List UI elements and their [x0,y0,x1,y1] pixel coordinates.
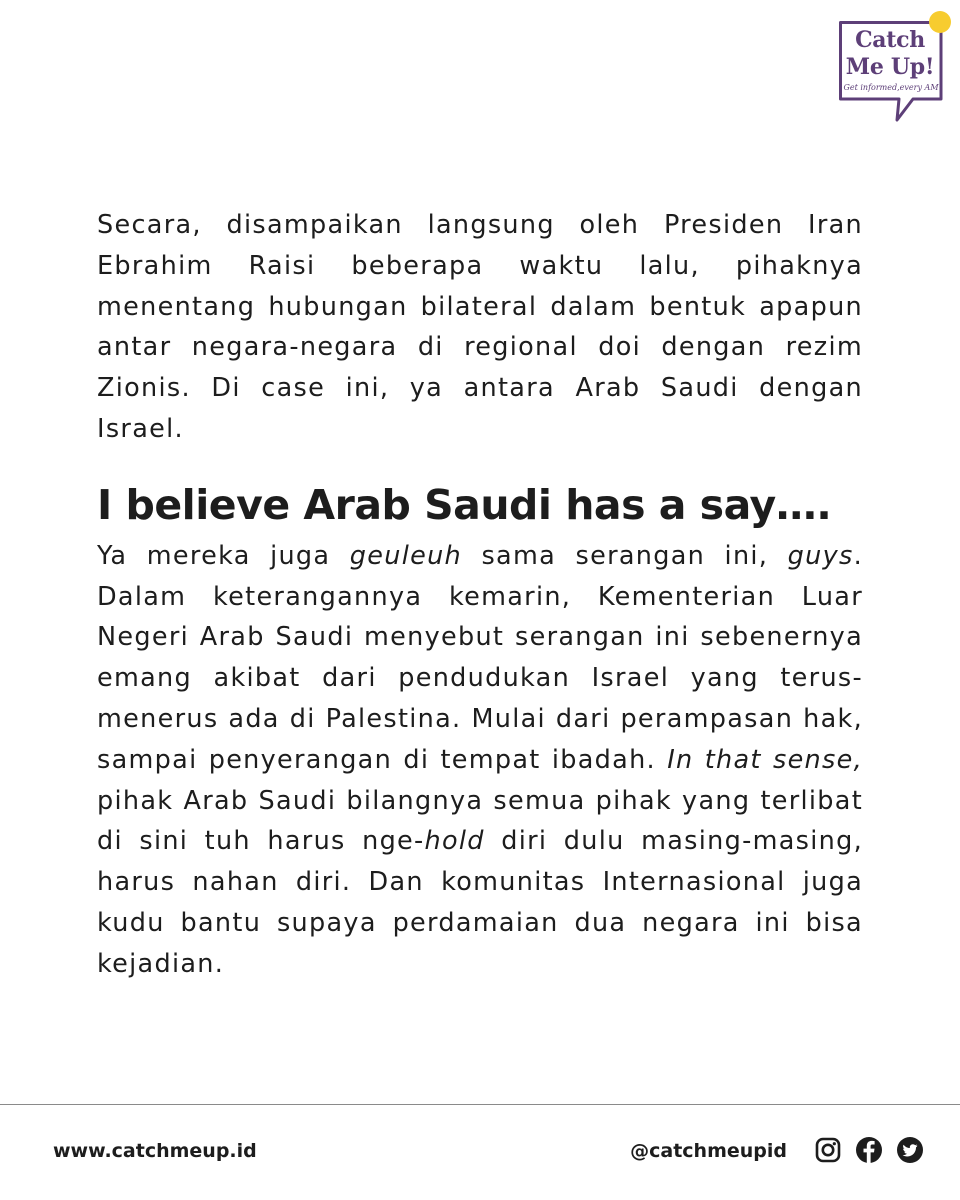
website-link[interactable]: www.catchmeup.id [53,1140,257,1162]
twitter-icon[interactable] [896,1136,924,1164]
italic-text-segment: geuleuh [349,540,463,571]
facebook-icon[interactable] [855,1136,883,1164]
paragraph-iran-statement [97,205,863,450]
italic-text-segment: In that sense, [667,744,864,775]
italic-text-segment: hold [424,826,485,857]
footer-divider [0,1104,960,1105]
text-segment: diri dulu masing-masing, harus nahan diri. Dan komunitas Internasional juga kudu bantu supaya perdamaian dua negara ini bisa kejadian. [97,826,863,979]
text-segment: pihak Arab Saudi bilangnya semua pihak yang terlibat di sini tuh harus nge- [97,785,863,857]
logo-text-line2: Me Up! [845,54,935,80]
logo-text-line1: Catch [855,27,925,53]
text-segment: Secara, disampaikan langsung oleh Presiden Iran Ebrahim Raisi beberapa waktu lalu, pihaknya menentang hubungan bilateral dalam bentuk apapun antar negara-negara di regional doi dengan rezim Zionis. Di case ini, ya antara Arab Saudi dengan Israel. [97,210,863,444]
article-content [97,205,863,985]
text-segment: sama serangan ini, [462,540,788,571]
social-handle[interactable]: @catchmeupid [630,1140,787,1162]
instagram-icon[interactable] [814,1136,842,1164]
text-segment: Ya mereka juga [97,540,350,571]
text-segment: . Dalam keterangannya kemarin, Kementerian Luar Negeri Arab Saudi menyebut serangan ini sebenernya emang akibat dari pendudukan Israel yang terus-menerus ada di Palestina. Mulai dari perampasan hak, sampai penyerangan di tempat ibadah. [97,540,863,775]
section-heading: I believe Arab Saudi has a say…. [97,480,832,529]
logo-tagline: Get informed,every AM [843,83,939,92]
italic-text-segment: guys [787,540,854,571]
catch-me-up-logo [839,21,945,119]
paragraph-saudi-statement [97,536,863,985]
